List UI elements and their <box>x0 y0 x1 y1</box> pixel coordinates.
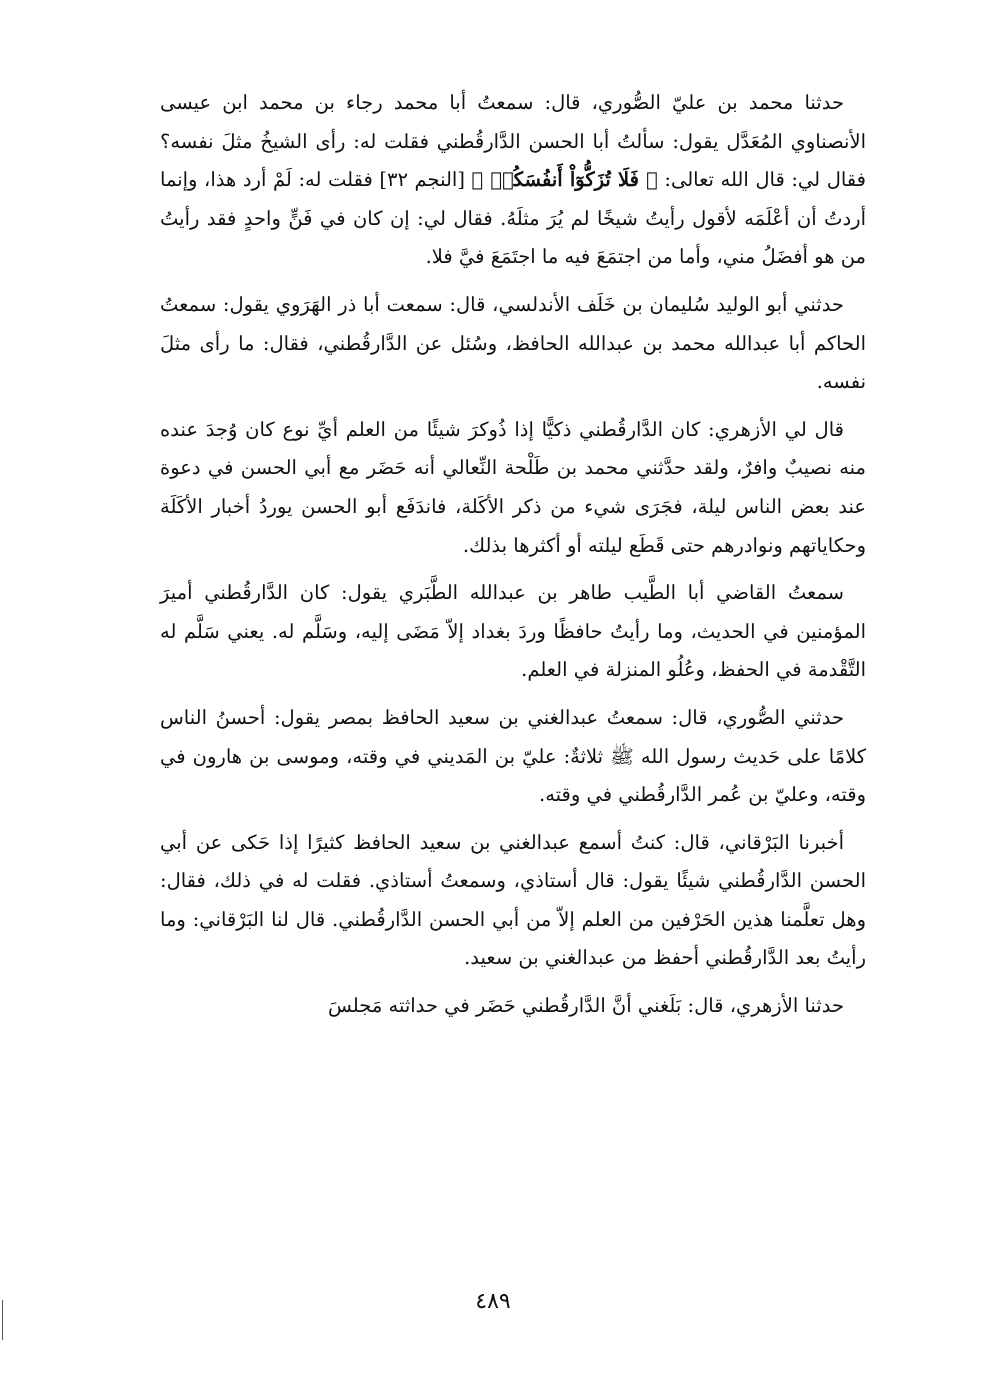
paragraph-text: [النجم ٣٢] فقلت له: لَمْ أرد هذا، وإنما أردتُ أن أعْلَمَه لأقول رأيتُ شيخًا لم يُرَ مثلَهُ. فقال لي: إن كان في فَنٍّ واحدٍ فقد رأيتُ من هو أفضَلُ مني، وأما من اجتمَعَ فيه ما اجتَمَعَ فيَّ فلا. <box>160 168 866 269</box>
quran-verse: ﴿ فَلَا تُزَكُّوٓاْ أَنفُسَكُمۡ ﴾ <box>471 168 658 192</box>
margin-line <box>2 1300 3 1340</box>
page-body <box>160 84 866 1035</box>
paragraph: أخبرنا البَرْقاني، قال: كنتُ أسمع عبدالغني بن سعيد الحافظ كثيرًا إذا حَكى عن أبي الحسن الدَّارقُطني شيئًا يقول: قال أستاذي، وسمعتُ أستاذي. فقلت له في ذلك، فقال: وهل تعلَّمنا هذين الحَرْفين من العلم إلاّ من أبي الحسن الدَّارقُطني. قال لنا البَرْقاني: وما رأيتُ بعد الدَّارقُطني أحفظ من عبدالغني بن سعيد. <box>160 830 866 970</box>
paragraph-text: حدثنا محمد بن عليّ الصُّوري، قال: سمعتُ أبا محمد رجاء بن محمد ابن عيسى الأنصناوي المُعَدَّل يقول: سألتُ أبا الحسن الدَّارقُطني فقلت له: رأى الشيخُ مثلَ نفسه؟ فقال لي: قال الله تعالى: <box>160 91 866 192</box>
page-number: ٤٨٩ <box>475 1289 511 1314</box>
paragraph <box>160 84 866 277</box>
paragraph: قال لي الأزهري: كان الدَّارقُطني ذكيًّا إذا ذُوكرَ شيئًا من العلم أيِّ نوع كان وُجدَ عنده منه نصيبٌ وافرٌ، ولقد حدَّثني محمد بن طَلْحة النِّعالي أنه حَضَر مع أبي الحسن في دعوة عند بعض الناس ليلة، فجَرَى شيء من ذكر الأكَلة، فاندَفَع أبو الحسن يوردُ أخبار الأكَلَة وحكاياتهم ونوادرهم حتى قَطَع ليلته أو أكثرها بذلك. <box>160 417 866 557</box>
paragraph: سمعتُ القاضي أبا الطَّيب طاهر بن عبدالله الطَّبَري يقول: كان الدَّارقُطني أميرَ المؤمنين في الحديث، وما رأيتُ حافظًا وردَ بغداد إلاّ مَضَى إليه، وسَلَّم له. يعني سَلَّم له التَّقْدمة في الحفظ، وعُلُو المنزلة في العلم. <box>160 581 866 682</box>
paragraph: حدثنا الأزهري، قال: بَلَغني أنَّ الدَّارقُطني حَضَر في حداثته مَجلسَ <box>327 994 844 1018</box>
paragraph: حدثني أبو الوليد سُليمان بن خَلَف الأندلسي، قال: سمعت أبا ذر الهَرَوي يقول: سمعتُ الحاكم أبا عبدالله محمد بن عبدالله الحافظ، وسُئل عن الدَّارقُطني، فقال: ما رأى مثلَ نفسه. <box>160 292 866 394</box>
paragraph: حدثني الصُّوري، قال: سمعتُ عبدالغني بن سعيد الحافظ بمصر يقول: أحسنُ الناس كلامًا على حَديث رسول الله ﷺ ثلاثةٌ: عليّ بن المَديني في وقته، وموسى بن هارون في وقته، وعليّ بن عُمر الدَّارقُطني في وقته. <box>160 705 866 807</box>
